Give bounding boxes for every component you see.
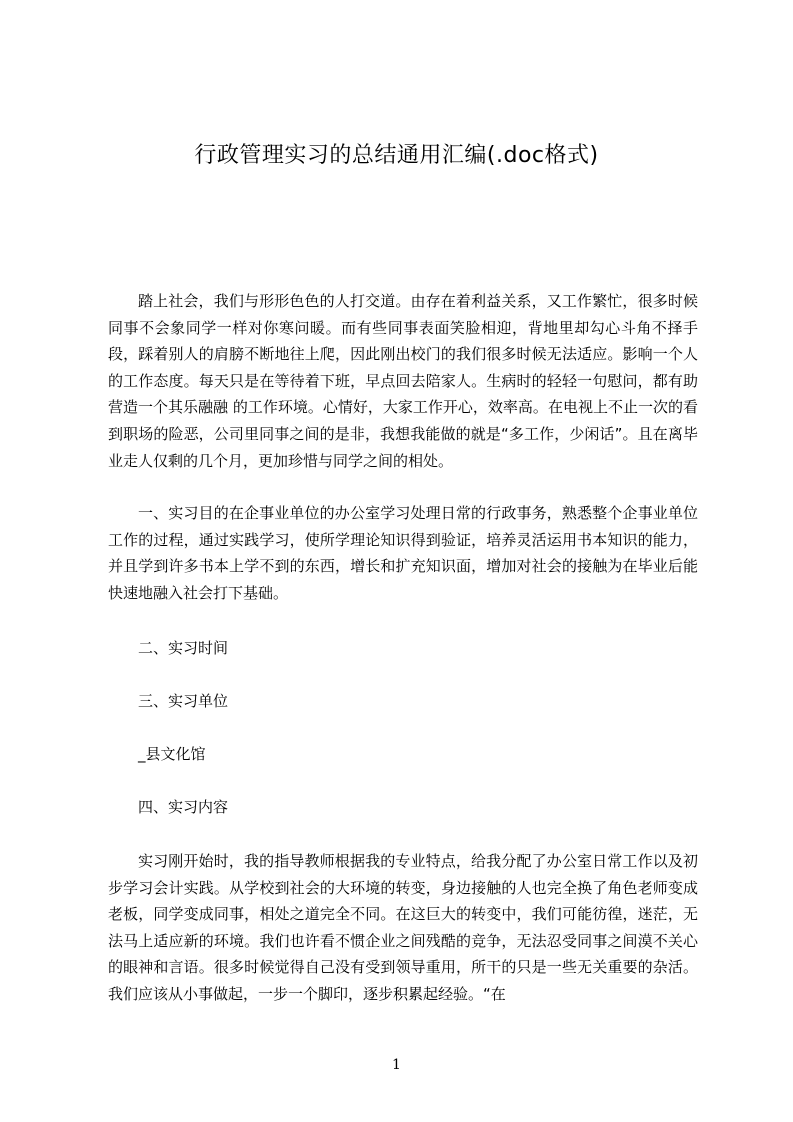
intro-paragraph: 踏上社会，我们与形形色色的人打交道。由存在着利益关系，又工作繁忙，很多时候同事不会象同学一样对你寒问暖。而有些同事表面笑脸相迎，背地里却勾心斗角不择手段，踩着别人的肩膀不断地往上爬，因此刚出校门的我们很多时候无法适应。影响一个人的工作态度。每天只是在等待着下班，早点回去陪家人。生病时的轻轻一句慰问，都有助营造一个其乐融融 的工作环境。心情好，大家工作开心，效率高。在电视上不止一次的看到职场的险恶，公司里同事之间的是非，我想我能做的就是“多工作，少闲话”。且在离毕业走人仅剩的几个月，更加珍惜与同学之间的相处。 [108,292,698,470]
section-heading-content: 四、实习内容 [138,798,229,816]
document-title: 行政管理实习的总结通用汇编(.doc格式) [194,143,599,168]
section-heading-time: 二、实习时间 [138,639,229,657]
section-heading-unit: 三、实习单位 [138,692,229,710]
unit-name: _县文化馆 [138,745,206,763]
page-number: 1 [392,1057,401,1073]
content-paragraph: 实习刚开始时，我的指导教师根据我的专业特点，给我分配了办公室日常工作以及初步学习会计实践。从学校到社会的大环境的转变，身边接触的人也完全换了角色老师变成老板，同学变成同事，相处之道完全不同。在这巨大的转变中，我们可能彷徨，迷茫，无法马上适应新的环境。我们也许看不惯企业之间残酷的竞争，无法忍受同事之间漠不关心的眼神和言语。很多时候觉得自己没有受到领导重用，所干的只是一些无关重要的杂活。我们应该从小事做起，一步一个脚印，逐步积累起经验。“在 [108,852,698,1003]
purpose-paragraph: 一、实习目的在企事业单位的办公室学习处理日常的行政事务，熟悉整个企事业单位工作的过程，通过实践学习，使所学理论知识得到验证，培养灵活运用书本知识的能力，并且学到许多书本上学不到的东西，增长和扩充知识面，增加对社会的接触为在毕业后能快速地融入社会打下基础。 [108,504,698,602]
